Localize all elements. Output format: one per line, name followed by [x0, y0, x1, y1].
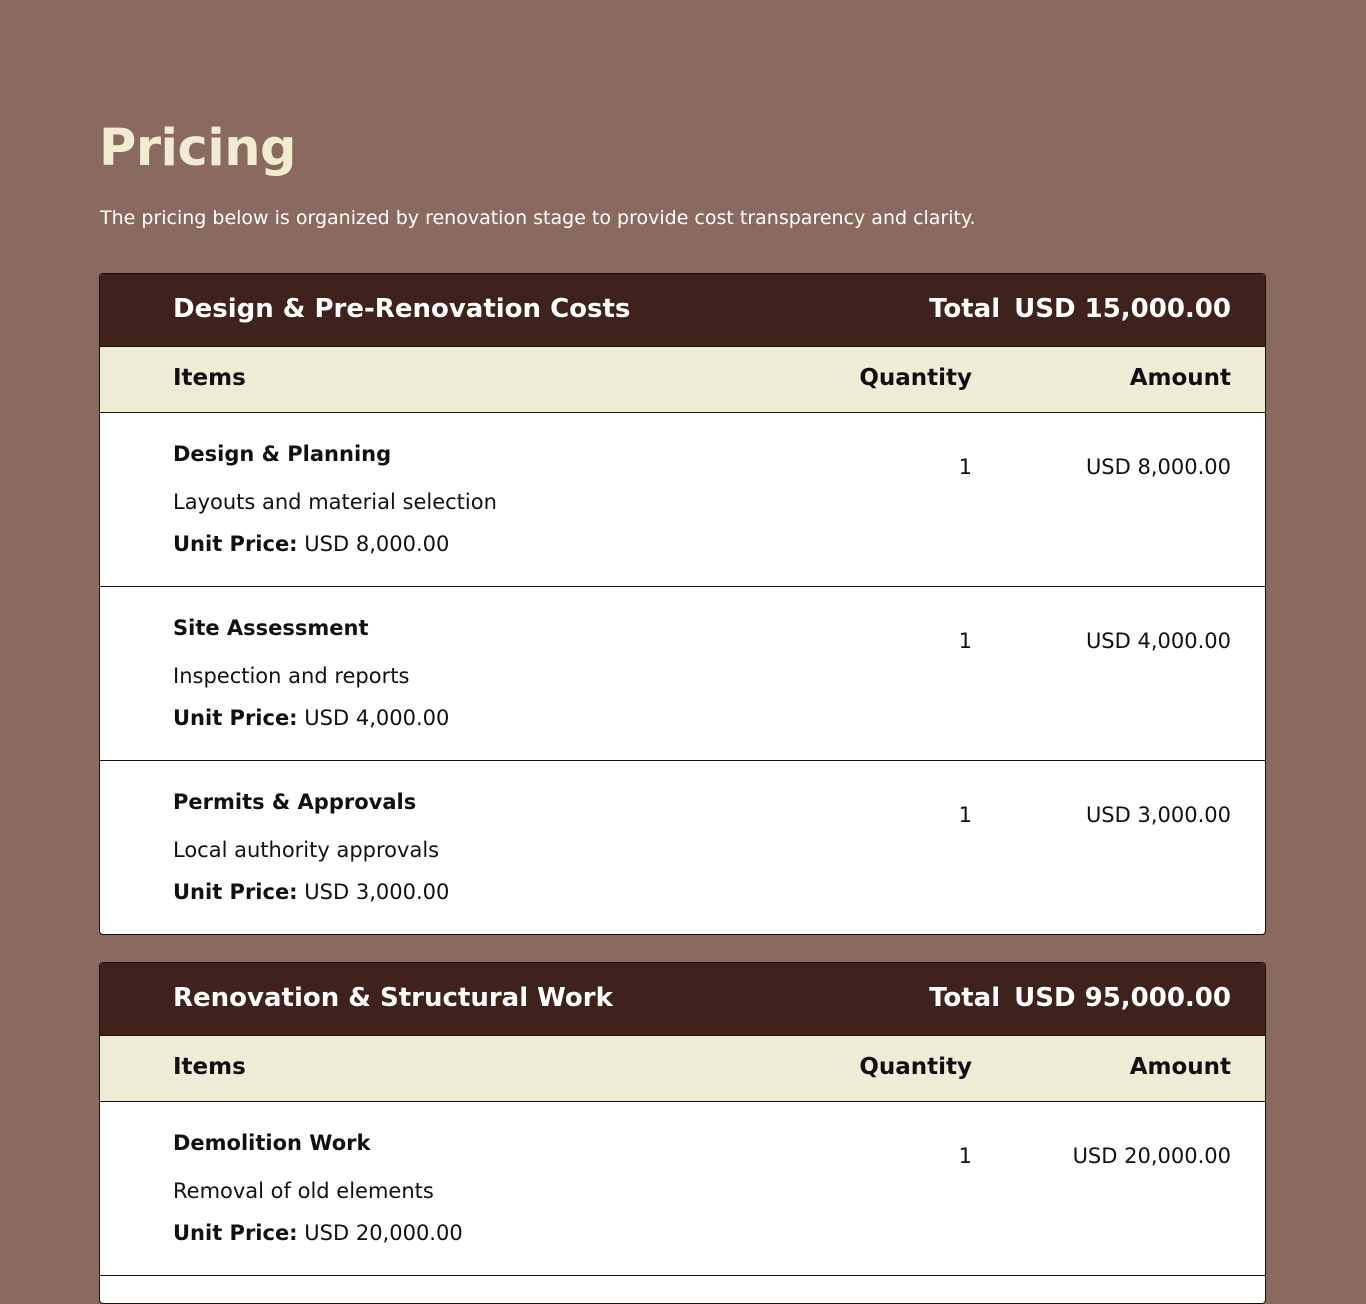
unit-price-label: Unit Price:	[173, 1221, 298, 1245]
item-description: Layouts and material selection	[173, 490, 497, 514]
item-amount: USD 4,000.00	[1085, 629, 1231, 653]
item-name: Design & Planning	[173, 442, 392, 466]
pricing-section-design	[99, 273, 1266, 935]
item-description: Inspection and reports	[173, 664, 410, 688]
item-unit-price	[173, 532, 449, 556]
item-description: Removal of old elements	[173, 1179, 434, 1203]
unit-price-value: USD 8,000.00	[304, 532, 450, 556]
unit-price-label: Unit Price:	[173, 532, 298, 556]
item-unit-price	[173, 1221, 463, 1245]
table-header	[100, 347, 1265, 413]
column-header-items: Items	[173, 1054, 246, 1080]
section-total	[929, 983, 1231, 1014]
unit-price-label: Unit Price:	[173, 706, 298, 730]
column-header-quantity: Quantity	[859, 1054, 972, 1080]
item-quantity: 1	[958, 1144, 972, 1168]
item-name: Site Assessment	[173, 616, 369, 640]
section-header	[100, 963, 1265, 1036]
pricing-section-renovation	[99, 962, 1266, 1304]
page-title: Pricing	[99, 119, 297, 178]
item-amount: USD 8,000.00	[1085, 455, 1231, 479]
section-header	[100, 274, 1265, 347]
page-subtitle: The pricing below is organized by renovation stage to provide cost transparency and clarity.	[100, 207, 976, 229]
column-header-amount: Amount	[1129, 365, 1231, 391]
table-row	[100, 1102, 1265, 1276]
total-label: Total	[929, 294, 1001, 324]
unit-price-value: USD 20,000.00	[304, 1221, 463, 1245]
item-quantity: 1	[958, 803, 972, 827]
column-header-amount: Amount	[1129, 1054, 1231, 1080]
column-header-items: Items	[173, 365, 246, 391]
item-amount: USD 20,000.00	[1072, 1144, 1231, 1168]
section-title: Design & Pre-Renovation Costs	[173, 294, 631, 324]
table-header	[100, 1036, 1265, 1102]
unit-price-value: USD 3,000.00	[304, 880, 450, 904]
total-label: Total	[929, 983, 1001, 1013]
item-amount: USD 3,000.00	[1085, 803, 1231, 827]
column-header-quantity: Quantity	[859, 365, 972, 391]
section-title: Renovation & Structural Work	[173, 983, 613, 1013]
item-unit-price	[173, 880, 449, 904]
item-description: Local authority approvals	[173, 838, 440, 862]
item-quantity: 1	[958, 455, 972, 479]
item-name: Permits & Approvals	[173, 790, 417, 814]
table-row	[100, 413, 1265, 587]
table-row	[100, 587, 1265, 761]
section-total	[929, 294, 1231, 325]
unit-price-value: USD 4,000.00	[304, 706, 450, 730]
table-row	[100, 761, 1265, 934]
item-name: Demolition Work	[173, 1131, 371, 1155]
item-unit-price	[173, 706, 449, 730]
unit-price-label: Unit Price:	[173, 880, 298, 904]
total-value: USD 95,000.00	[1014, 983, 1231, 1013]
total-value: USD 15,000.00	[1014, 294, 1231, 324]
item-quantity: 1	[958, 629, 972, 653]
